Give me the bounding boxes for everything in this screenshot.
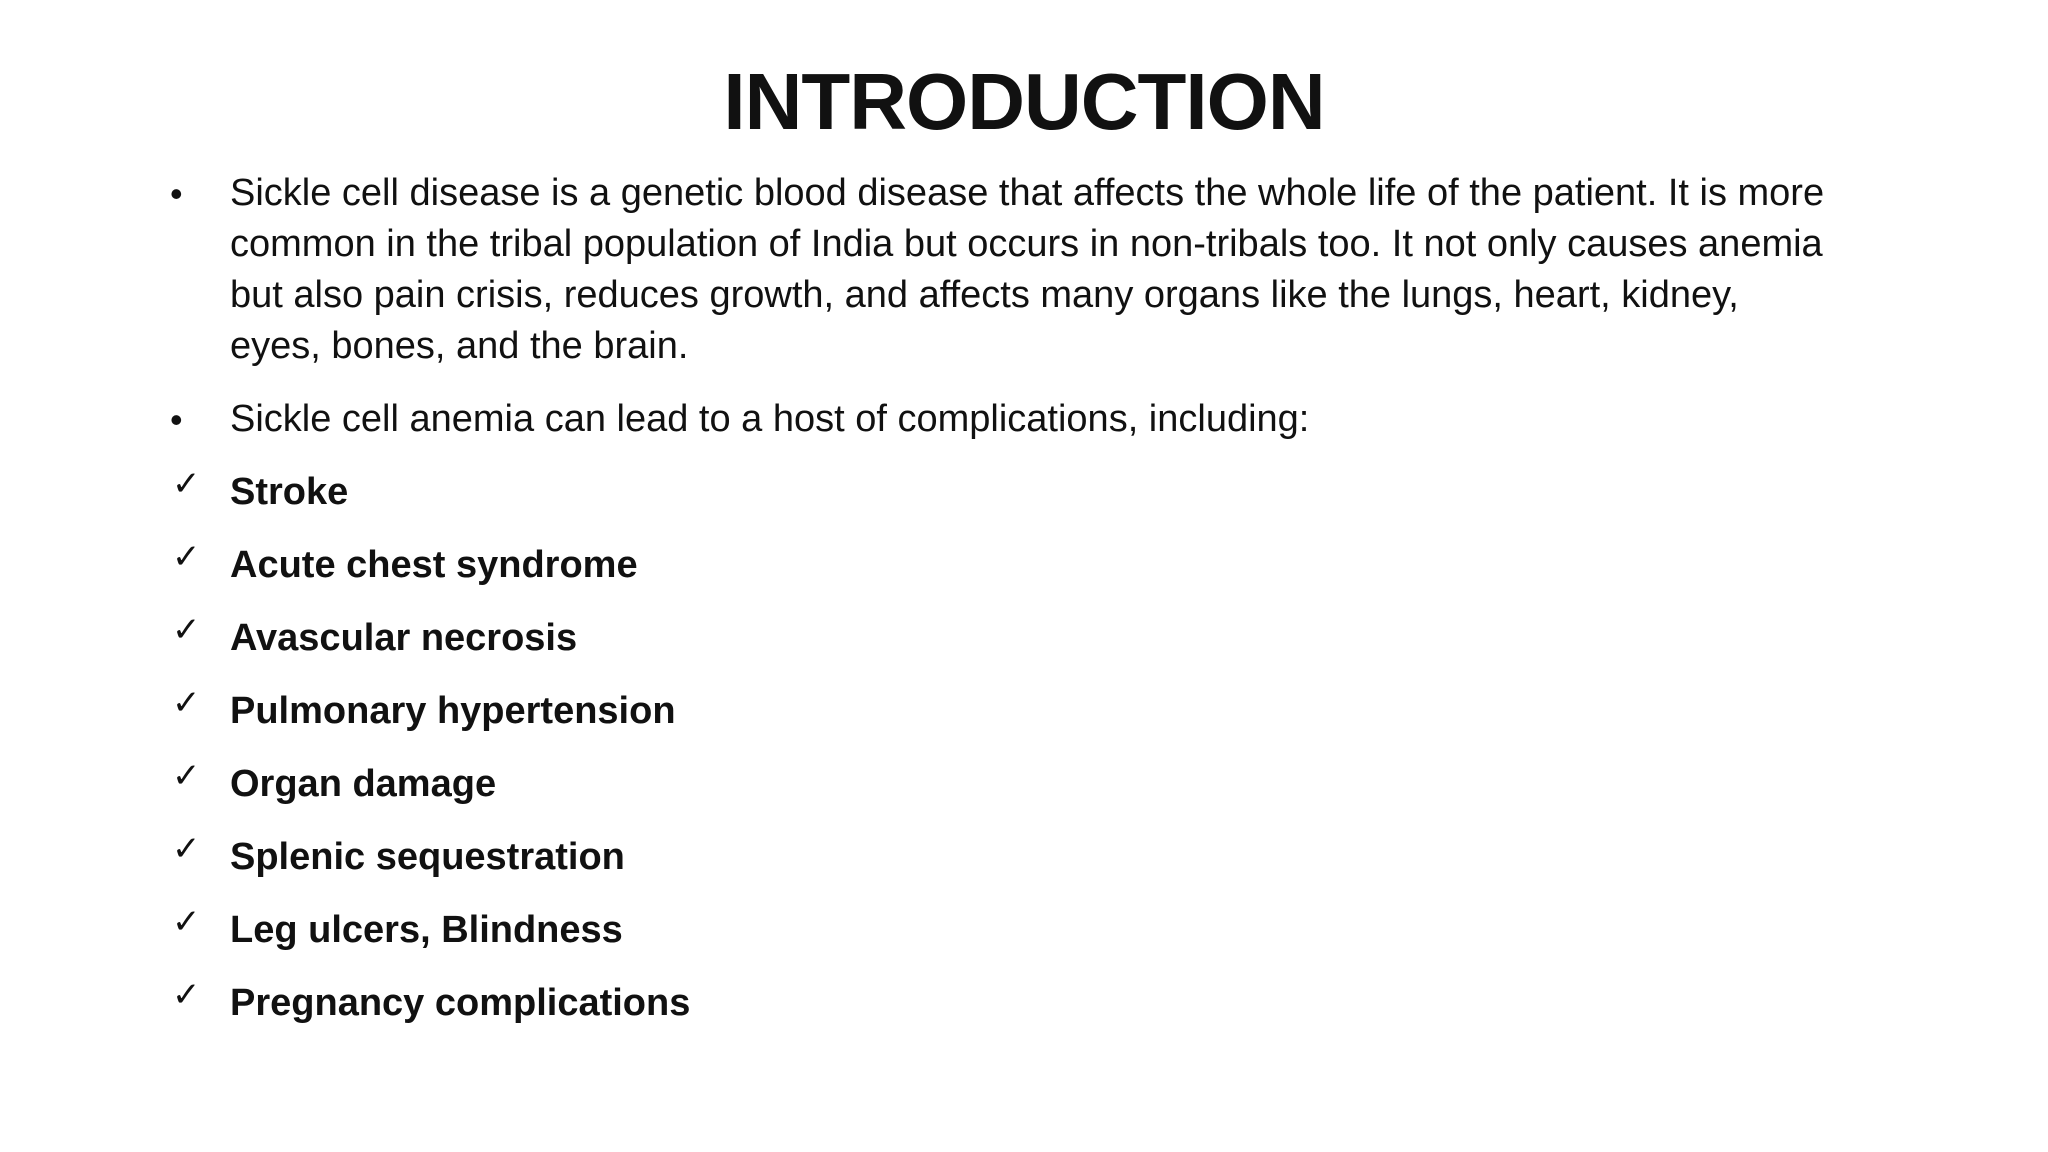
complications-list — [170, 464, 1830, 1051]
checkmark-icon: ✓ — [172, 902, 201, 942]
checkmark-icon: ✓ — [172, 683, 201, 723]
checkmark-icon: ✓ — [172, 537, 201, 577]
checkmark-icon: ✓ — [172, 975, 201, 1015]
bullet-item — [170, 168, 1830, 372]
list-item — [170, 610, 1830, 686]
list-item — [170, 537, 1830, 613]
list-item-text: Organ damage — [230, 763, 497, 805]
bullet-text: Sickle cell disease is a genetic blood disease that affects the whole life of the patient. It is more common in the tribal population of India but occurs in non-tribals too. It not only causes anemia but also pain crisis, reduces growth, and affects many organs like the lungs, heart, kidney, eyes, bones, and the brain. — [230, 172, 1825, 367]
checkmark-icon: ✓ — [172, 610, 201, 650]
slide-content — [170, 168, 1830, 1051]
list-item-text: Stroke — [230, 471, 349, 513]
list-item — [170, 829, 1830, 905]
bullet-item — [170, 394, 1830, 445]
checkmark-icon: ✓ — [172, 829, 201, 869]
list-item — [170, 464, 1830, 540]
bullet-icon: • — [170, 399, 183, 440]
list-item — [170, 902, 1830, 978]
list-item-text: Leg ulcers, Blindness — [230, 909, 623, 951]
list-item-text: Pregnancy complications — [230, 982, 691, 1024]
checkmark-icon: ✓ — [172, 464, 201, 504]
slide-title: INTRODUCTION — [723, 57, 1325, 146]
list-item — [170, 683, 1830, 759]
list-item-text: Splenic sequestration — [230, 836, 625, 878]
bullet-text: Sickle cell anemia can lead to a host of complications, including: — [230, 398, 1310, 440]
list-item-text: Pulmonary hypertension — [230, 690, 676, 732]
list-item-text: Acute chest syndrome — [230, 544, 638, 586]
list-item — [170, 756, 1830, 832]
checkmark-icon: ✓ — [172, 756, 201, 796]
list-item — [170, 975, 1830, 1051]
bullet-icon: • — [170, 173, 183, 214]
list-item-text: Avascular necrosis — [230, 617, 578, 659]
